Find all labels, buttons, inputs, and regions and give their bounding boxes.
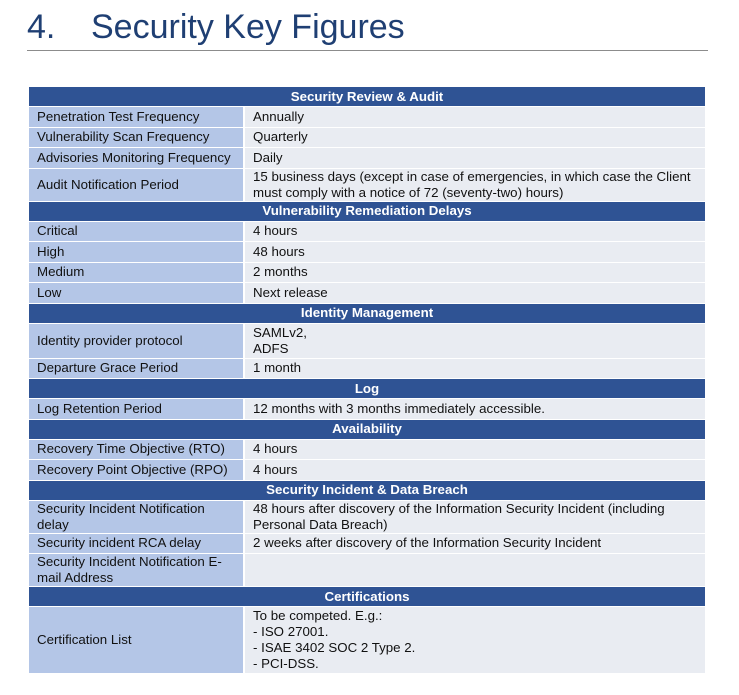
- row-value: Annually: [244, 107, 705, 128]
- row-value: 48 hours after discovery of the Information Security Incident (including Personal Data Breach): [244, 500, 705, 533]
- section-title: Security Key Figures: [91, 8, 405, 46]
- row-label: Recovery Time Objective (RTO): [29, 439, 244, 460]
- section-number: 4.: [27, 8, 56, 46]
- title-divider: [27, 50, 708, 51]
- table-row: [29, 500, 705, 533]
- row-label: Penetration Test Frequency: [29, 107, 244, 128]
- table-row: [29, 262, 705, 283]
- section-header: Certifications: [29, 587, 705, 607]
- table-row: [29, 148, 705, 169]
- table-row: [29, 323, 705, 358]
- row-value: 4 hours: [244, 221, 705, 242]
- row-label: Advisories Monitoring Frequency: [29, 148, 244, 169]
- section-header-row: [29, 87, 705, 107]
- row-label: Security Incident Notification delay: [29, 500, 244, 533]
- table-row: [29, 439, 705, 460]
- row-value: 12 months with 3 months immediately accessible.: [244, 399, 705, 420]
- row-value: Next release: [244, 283, 705, 304]
- row-value: SAMLv2, ADFS: [244, 323, 705, 358]
- section-header-row: [29, 480, 705, 500]
- section-header-row: [29, 379, 705, 399]
- table-row: [29, 460, 705, 481]
- row-value: 2 weeks after discovery of the Information Security Incident: [244, 533, 705, 554]
- table-row: [29, 283, 705, 304]
- row-label: Medium: [29, 262, 244, 283]
- section-header: Log: [29, 379, 705, 399]
- table-row: [29, 399, 705, 420]
- row-value: Daily: [244, 148, 705, 169]
- row-value: [244, 554, 705, 587]
- section-header: Security Review & Audit: [29, 87, 705, 107]
- row-value: 48 hours: [244, 242, 705, 263]
- row-label: Log Retention Period: [29, 399, 244, 420]
- security-key-figures-table: [29, 87, 705, 674]
- row-value: 15 business days (except in case of emergencies, in which case the Client must comply with a notice of 72 (seventy-two) hours): [244, 168, 705, 201]
- table-row: [29, 127, 705, 148]
- section-header: Availability: [29, 419, 705, 439]
- row-label: Critical: [29, 221, 244, 242]
- row-label: Low: [29, 283, 244, 304]
- row-value: 4 hours: [244, 460, 705, 481]
- table-row: [29, 358, 705, 379]
- row-label: Departure Grace Period: [29, 358, 244, 379]
- table-row: [29, 607, 705, 674]
- row-value: Quarterly: [244, 127, 705, 148]
- table-row: [29, 107, 705, 128]
- section-header: Security Incident & Data Breach: [29, 480, 705, 500]
- table-row: [29, 168, 705, 201]
- section-header-row: [29, 303, 705, 323]
- table-row: [29, 554, 705, 587]
- row-value: 4 hours: [244, 439, 705, 460]
- row-label: Vulnerability Scan Frequency: [29, 127, 244, 148]
- table-row: [29, 221, 705, 242]
- section-header-row: [29, 419, 705, 439]
- row-label: Recovery Point Objective (RPO): [29, 460, 244, 481]
- row-value: To be competed. E.g.: - ISO 27001. - ISAE 3402 SOC 2 Type 2. - PCI-DSS.: [244, 607, 705, 674]
- row-value: 2 months: [244, 262, 705, 283]
- row-label: Audit Notification Period: [29, 168, 244, 201]
- row-value: 1 month: [244, 358, 705, 379]
- table-row: [29, 242, 705, 263]
- row-label: Security incident RCA delay: [29, 533, 244, 554]
- section-header-row: [29, 587, 705, 607]
- section-header: Identity Management: [29, 303, 705, 323]
- section-header-row: [29, 201, 705, 221]
- row-label: Certification List: [29, 607, 244, 674]
- table-row: [29, 533, 705, 554]
- table-body: [29, 87, 705, 674]
- page-title: [27, 8, 405, 47]
- row-label: Identity provider protocol: [29, 323, 244, 358]
- section-header: Vulnerability Remediation Delays: [29, 201, 705, 221]
- row-label: High: [29, 242, 244, 263]
- row-label: Security Incident Notification E-mail Address: [29, 554, 244, 587]
